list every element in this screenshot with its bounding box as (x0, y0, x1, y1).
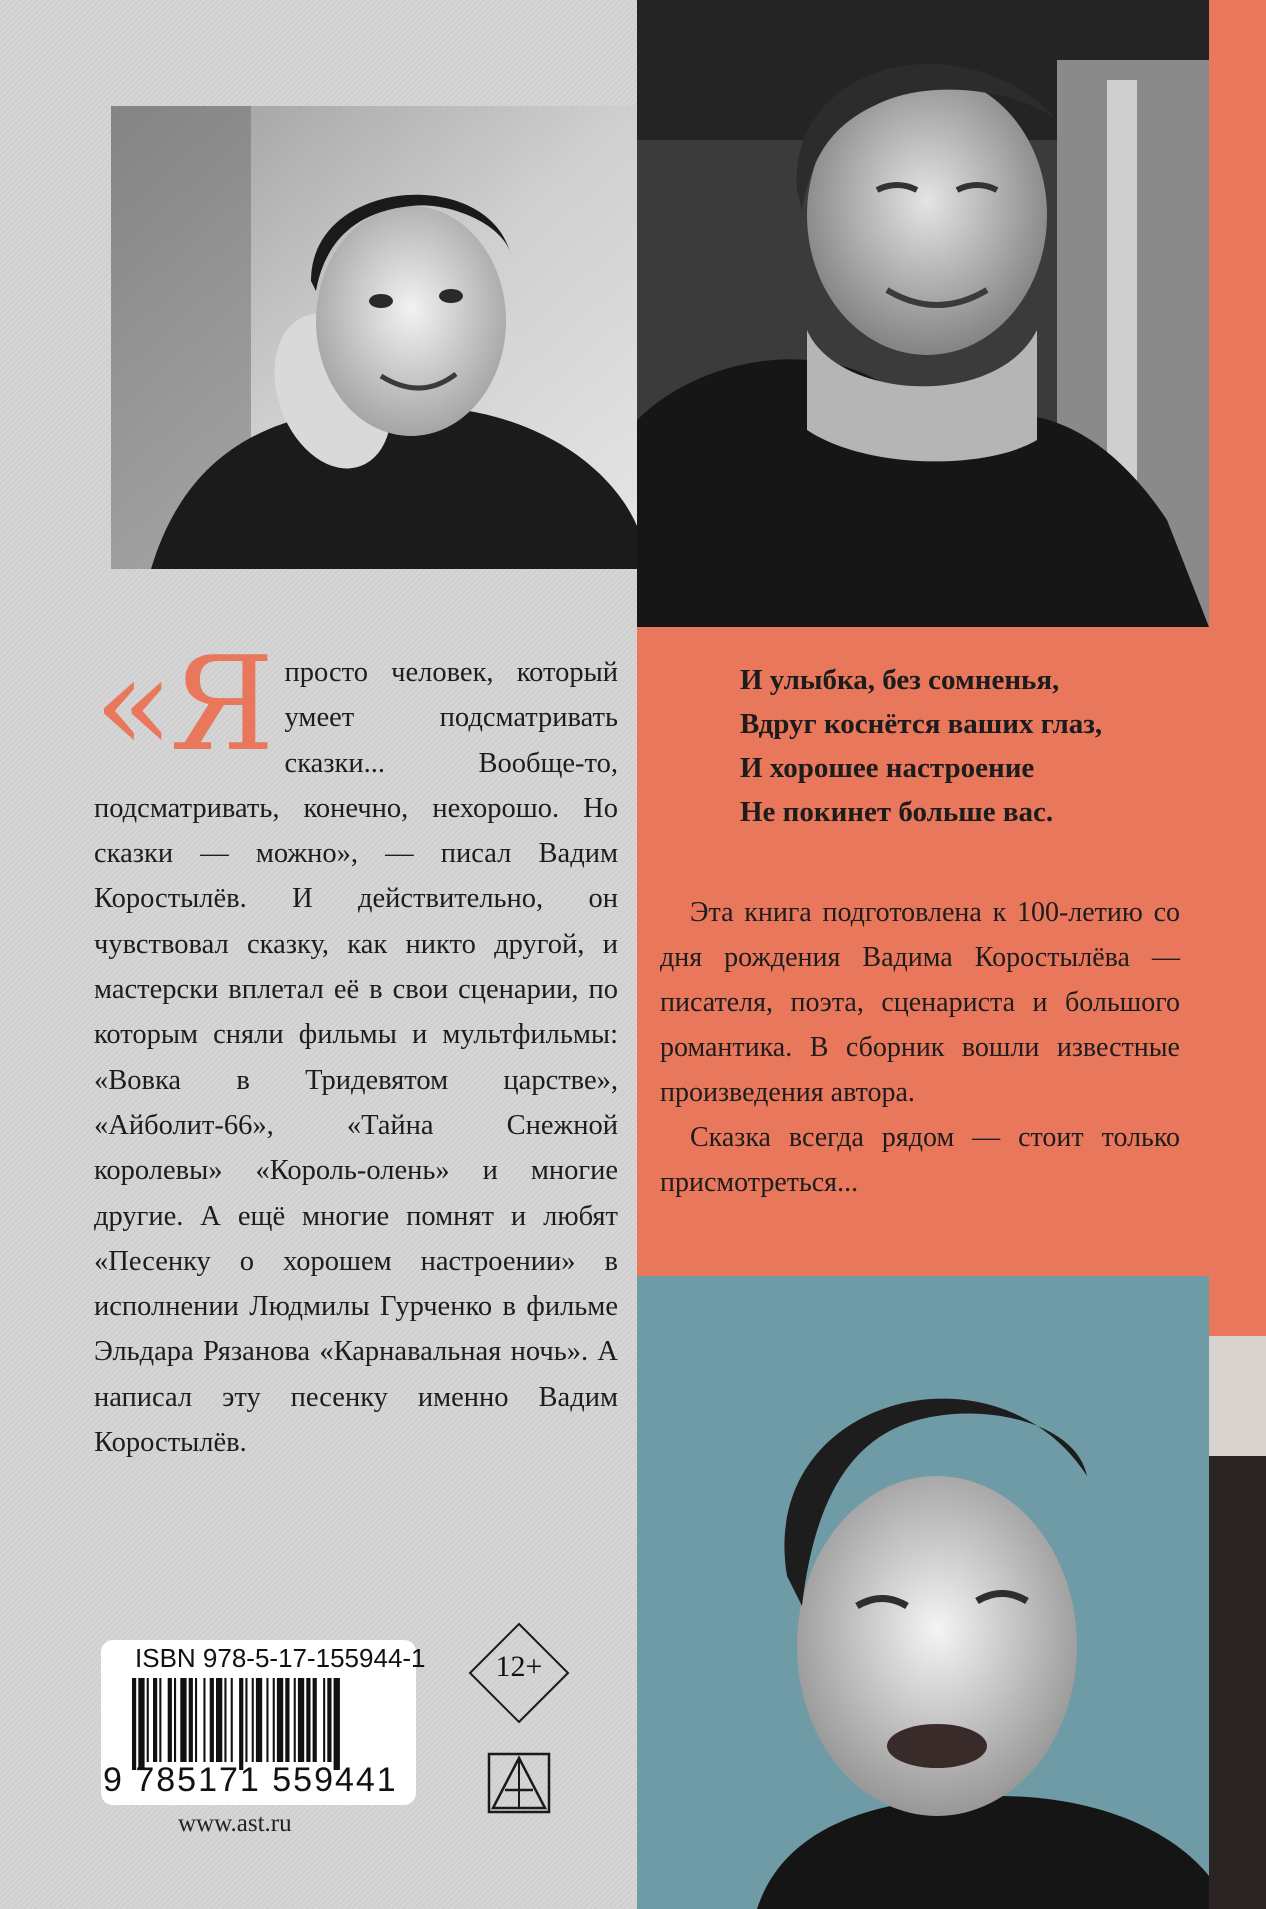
quote-block (94, 628, 618, 1465)
publisher-logo-icon (487, 1752, 551, 1814)
barcode-bar (306, 1678, 310, 1762)
description-paragraph: Эта книга подготовлена к 100-летию со дня рождения Вадима Коростылёва — писателя, поэта, сценариста и большого романтика. В сборник вошли известные произведения автора. (660, 897, 1180, 1108)
barcode-bar (159, 1678, 161, 1762)
barcode-bar (180, 1678, 186, 1762)
barcode-bar (189, 1678, 193, 1762)
barcode-bar (203, 1678, 205, 1762)
barcode-bar (313, 1678, 317, 1762)
isbn-number: ISBN 978-5-17-155944-1 (135, 1643, 426, 1673)
age-rating-label: 12+ (495, 1650, 543, 1683)
barcode-bar (216, 1678, 222, 1762)
barcode-bar (147, 1678, 149, 1762)
author-photo-bottom-right (637, 1276, 1209, 1909)
barcode-bar (277, 1678, 283, 1762)
barcode-bar (285, 1678, 289, 1762)
barcode-bar (138, 1678, 144, 1770)
barcode-bar (239, 1678, 243, 1770)
description-paragraph: Сказка всегда рядом — стоит только присмотреться... (660, 1122, 1180, 1198)
barcode-bar (327, 1678, 331, 1762)
author-photo-top-right (637, 0, 1209, 627)
barcode-bar (210, 1678, 214, 1762)
barcode-bar (323, 1678, 325, 1762)
barcode-bar (231, 1678, 233, 1762)
poem-excerpt (740, 658, 1200, 834)
barcode-bar (273, 1678, 275, 1762)
barcode-bar (252, 1678, 254, 1762)
barcode-bar (168, 1678, 172, 1762)
poem-line: Вдруг коснётся ваших глаз, (740, 708, 1103, 740)
photo-edge-fragment (1209, 1336, 1266, 1909)
quote-text: просто человек, который умеет подсматривать сказки... Вообще-то, подсматривать, конечно, нехорошо. Но сказки — можно», — писал Вадим Коростылёв. И действительно, он чувствовал сказку, как никто другой, и мастерски вплетал её в свои сценарии, по которым сняли фильмы и мультфильмы: «Вовка в Тридевятом царстве», «Айболит-66», «Тайна Снежной королевы» «Король-олень» и многие другие. А ещё многие помнят и любят «Песенку о хорошем настроении» в исполнении Людмилы Гурченко в фильме Эльдара Рязанова «Карнавальная ночь». А написал эту песенку именно Вадим Коростылёв. (94, 657, 618, 1459)
barcode-digits: 9 785171 559441 (103, 1761, 398, 1799)
poem-line: И улыбка, без сомненья, (740, 664, 1060, 696)
barcode-bar (266, 1678, 268, 1762)
opening-quote-mark: « (94, 628, 170, 780)
quote-dropcap (94, 628, 271, 780)
barcode-bar (224, 1678, 226, 1762)
poem-line: И хорошее настроение (740, 752, 1035, 784)
dropcap-letter: Я (169, 628, 271, 780)
barcode-bars (132, 1678, 402, 1770)
barcode-bar (153, 1678, 157, 1762)
book-description (660, 890, 1180, 1205)
author-photo-top-left (111, 106, 637, 569)
barcode-bar (245, 1678, 247, 1762)
barcode-bar (174, 1678, 176, 1762)
barcode-bar (334, 1678, 340, 1770)
barcode-bar (256, 1678, 262, 1762)
poem-line: Не покинет больше вас. (740, 796, 1054, 828)
barcode-bar (294, 1678, 296, 1762)
publisher-website: www.ast.ru (178, 1810, 292, 1837)
quote-paragraph (94, 628, 618, 1465)
barcode-bar (132, 1678, 136, 1770)
barcode-bar (298, 1678, 304, 1762)
barcode-bar (195, 1678, 197, 1762)
